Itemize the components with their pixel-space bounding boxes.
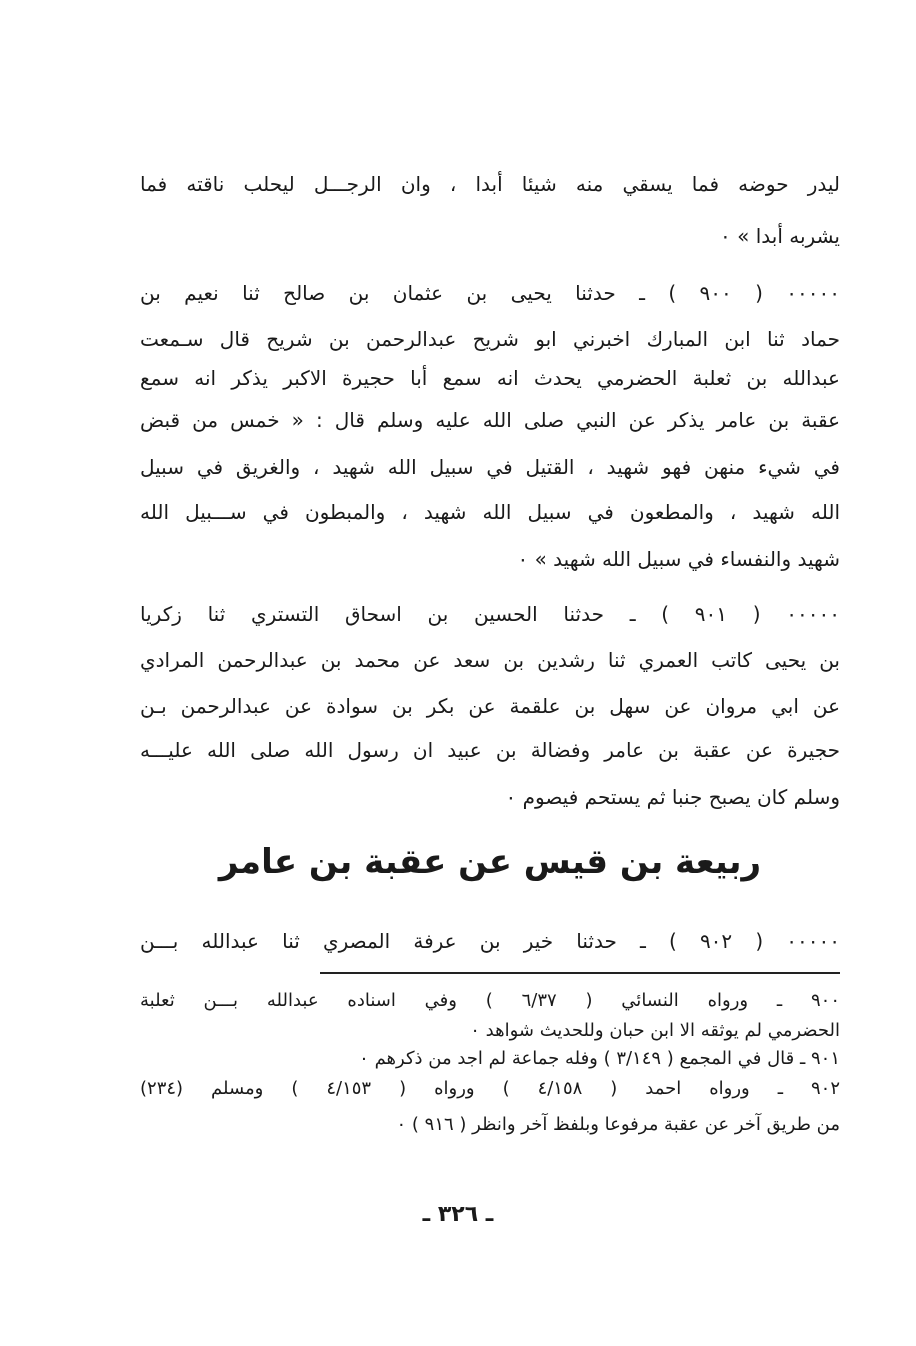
text-line: الله شهيد ، والمطعون في سبيل الله شهيد ، والمبطون في ســـبيل الله — [140, 500, 840, 524]
text-line: في شيء منهن فهو شهيد ، القتيل في سبيل الله شهيد ، والغريق في سبيل — [140, 455, 840, 479]
section-heading: ربيعة بن قيس عن عقبة بن عامر — [218, 842, 762, 882]
text-line: شهيد والنفساء في سبيل الله شهيد » ٠ — [517, 547, 840, 571]
text-line: عبدالله بن ثعلبة الحضرمي يحدث انه سمع أبا حجيرة الاكبر يذكر انه سمع — [140, 366, 840, 390]
footnote-divider — [320, 972, 840, 974]
text-line: وسلم كان يصبح جنبا ثم يستحم فيصوم ٠ — [505, 785, 840, 809]
text-line: ٠٠٠٠٠ ( ٩٠١ ) ـ حدثنا الحسين بن اسحاق التستري ثنا زكريا — [140, 602, 840, 626]
text-line: ليدر حوضه فما يسقي منه شيئا أبدا ، وان الرجـــل ليحلب ناقته فما — [140, 172, 840, 196]
text-line: عقبة بن عامر يذكر عن النبي صلى الله عليه وسلم قال : « خمس من قبض — [140, 408, 840, 432]
text-line: يشربه أبدا » ٠ — [720, 224, 840, 248]
text-line: حماد ثنا ابن المبارك اخبرني ابو شريح عبدالرحمن بن شريح قال سـمعت — [140, 327, 840, 351]
footnote-line: ٩٠١ ـ قال في المجمع ( ٣/١٤٩ ) وفله جماعة لم اجد من ذكرهم ٠ — [359, 1048, 840, 1069]
footnote-line: ٩٠٢ ـ ورواه احمد ( ٤/١٥٨ ) ورواه ( ٤/١٥٣ ) ومسلم (٢٣٤) — [140, 1078, 840, 1099]
footnote-line: من طريق آخر عن عقبة مرفوعا وبلفظ آخر وانظر ( ٩١٦ ) ٠ — [396, 1114, 840, 1135]
text-line: بن يحيى كاتب العمري ثنا رشدين بن سعد عن محمد بن عبدالرحمن المرادي — [140, 648, 840, 672]
footnote-line: ٩٠٠ ـ ورواه النسائي ( ٦/٣٧ ) وفي اسناده عبدالله بـــن ثعلبة — [140, 990, 840, 1011]
footnote-line: الحضرمي لم يوثقه الا ابن حبان وللحديث شواهد ٠ — [470, 1020, 840, 1041]
page-number: ـ ٣٢٦ ـ — [422, 1202, 494, 1227]
text-line: ٠٠٠٠٠ ( ٩٠٠ ) ـ حدثنا يحيى بن عثمان بن صالح ثنا نعيم بن — [140, 281, 840, 305]
text-line: ٠٠٠٠٠ ( ٩٠٢ ) ـ حدثنا خير بن عرفة المصري ثنا عبدالله بـــن — [140, 929, 840, 953]
text-line: عن ابي مروان عن سهل بن علقمة عن بكر بن سوادة عن عبدالرحمن بـن — [140, 694, 840, 718]
text-line: حجيرة عن عقبة بن عامر وفضالة بن عبيد ان رسول الله صلى الله عليـــه — [140, 738, 840, 762]
